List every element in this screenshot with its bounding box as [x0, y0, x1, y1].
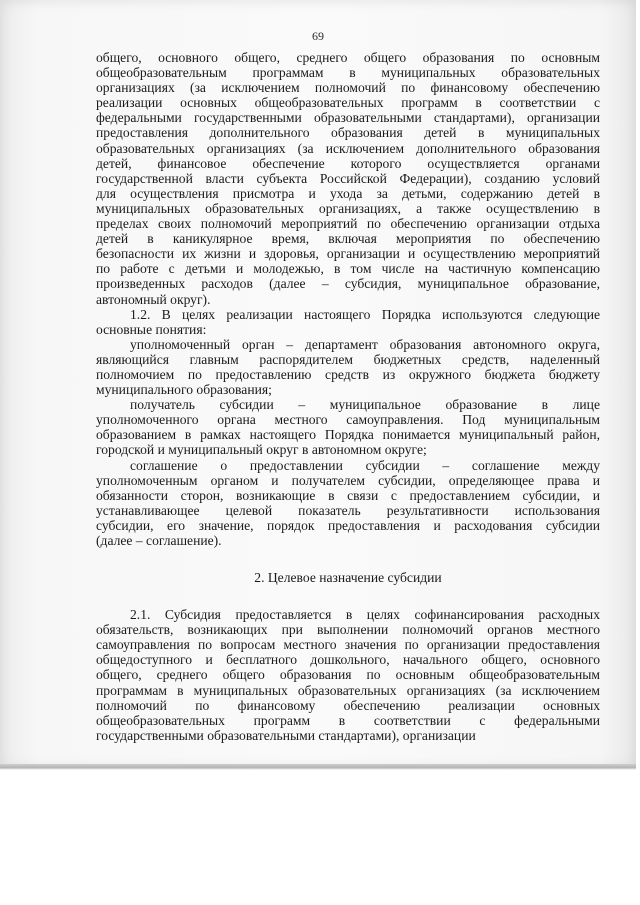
- text-line: обязательств, возникающих при выполнении полномочий органов местного: [96, 622, 600, 638]
- text-line: получатель субсидии – муниципальное образование в лице: [130, 397, 600, 413]
- definition-subsidy-recipient: [96, 397, 600, 457]
- text-line: общеобразовательным программам в муниципальных образовательных: [96, 65, 600, 81]
- text-line: общего, среднего общего образования по основным общеобразовательным: [96, 667, 600, 683]
- definition-agreement: [96, 458, 600, 549]
- text-line: являющийся главным распорядителем бюджетных средств, наделенный: [96, 351, 600, 367]
- text-line: городской и муниципальный округ в автономном округе;: [96, 442, 427, 458]
- text-line: полномочий по финансовому обеспечению реализации основных: [96, 697, 600, 713]
- text-line: образовательных организациях (за исключением дополнительного образования: [96, 140, 600, 156]
- text-line: детей в каникулярное время, включая мероприятия по обеспечению: [96, 231, 600, 247]
- text-line: пределах своих полномочий мероприятий по обеспечению организации отдыха: [96, 216, 600, 232]
- text-line: (далее – соглашение).: [96, 533, 222, 548]
- paragraph-2-1: [96, 607, 600, 743]
- paragraph-1-1-continuation: [96, 50, 600, 307]
- text-line: программам в муниципальных образовательных организациях (за исключением: [96, 682, 600, 698]
- paragraph-1-2: [96, 307, 600, 337]
- text-line: организациях (за исключением полномочий по финансовому обеспечению: [96, 80, 600, 96]
- text-line: предоставления дополнительного образования детей в муниципальных: [96, 125, 600, 141]
- text-line: по работе с детьми и молодежью, в том числе на частичную компенсацию: [96, 261, 600, 277]
- text-line: обязанности сторон, возникающие в связи с предоставлением субсидии, и: [96, 487, 600, 503]
- text-line: соглашение о предоставлении субсидии – соглашение между: [130, 457, 600, 473]
- text-line: 2.1. Субсидия предоставляется в целях софинансирования расходных: [130, 607, 600, 623]
- text-line: федеральными государственными образовательными стандартами), организации: [96, 110, 600, 126]
- text-line: основные понятия:: [96, 321, 207, 337]
- text-line: общедоступного и бесплатного дошкольного, начального общего, основного: [96, 652, 600, 668]
- text-line: общего, основного общего, среднего общего образования по основным: [96, 50, 600, 65]
- scan-edge: [0, 764, 636, 770]
- text-line: устанавливающее целевой показатель результативности использования: [96, 502, 600, 518]
- text-line: детей, финансовое обеспечение которого осуществляется органами: [96, 155, 600, 171]
- text-line: произведенных расходов (далее – субсидия, муниципальное образование,: [96, 276, 600, 292]
- page-number: 69: [312, 29, 324, 43]
- text-line: самоуправления по вопросам местного значения по организации предоставления: [96, 637, 600, 653]
- text-line: государственными образовательными стандартами), организации: [96, 727, 476, 743]
- text-line: реализации основных общеобразовательных программ в соответствии с: [96, 95, 600, 111]
- text-line: полномочием по предоставлению средств из окружного бюджета бюджету: [96, 366, 600, 382]
- section-heading: 2. Целевое назначение субсидии: [254, 570, 442, 586]
- text-line: государственной власти субъекта Российской Федерации), созданию условий: [96, 170, 600, 186]
- text-line: уполномоченного органа местного самоуправления. Под муниципальным: [96, 412, 600, 428]
- text-line: 1.2. В целях реализации настоящего Порядка используются следующие: [130, 306, 600, 322]
- text-line: общеобразовательных программ в соответствии с федеральными: [96, 712, 600, 728]
- text-line: безопасности их жизни и здоровья, организации и осуществлению мероприятий: [96, 246, 600, 262]
- text-line: муниципального образования;: [96, 382, 272, 398]
- text-line: для осуществления присмотра и ухода за детьми, содержанию детей в: [96, 185, 600, 201]
- text-line: образованием в рамках настоящего Порядка понимается муниципальный район,: [96, 427, 600, 443]
- text-line: автономный округ).: [96, 291, 211, 307]
- document-body: [96, 50, 600, 743]
- text-line: уполномоченный орган – департамент образования автономного округа,: [130, 336, 600, 352]
- text-line: муниципальных образовательных организациях, а также осуществлению в: [96, 200, 600, 216]
- text-line: уполномоченным органом и получателем субсидии, определяющее права и: [96, 472, 600, 488]
- text-line: субсидии, его значение, порядок предоставления и расходования субсидии: [96, 517, 600, 533]
- definition-authorized-body: [96, 337, 600, 397]
